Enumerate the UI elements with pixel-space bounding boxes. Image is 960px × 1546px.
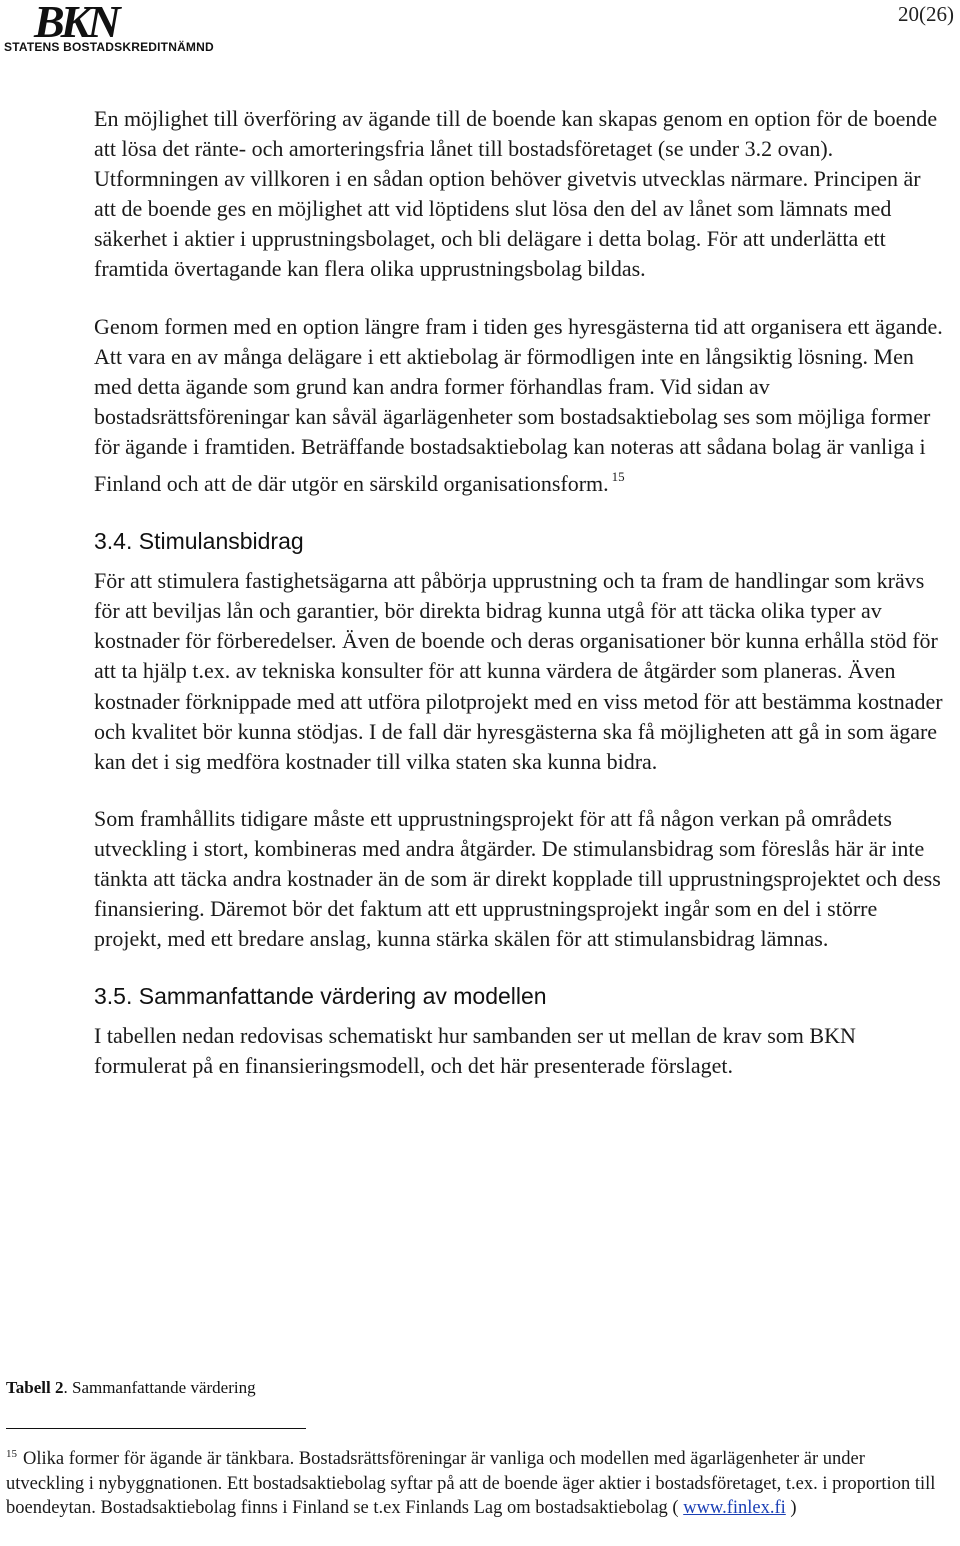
table-caption-text: . Sammanfattande värdering xyxy=(63,1378,256,1397)
table-caption xyxy=(6,1378,256,1398)
section-heading-summary: 3.5. Sammanfattande värdering av modellen xyxy=(94,983,547,1010)
page-number: 20(26) xyxy=(898,2,954,26)
paragraph-text: Genom formen med en option längre fram i tiden ges hyresgästerna tid att organisera ett ägande. Att vara en av många delägare i ett aktiebolag är förmodligen inte en långsiktig lösning. Men med detta ägande som grund kan andra former förhandlas fram. Vid sidan av bostadsrättsföreningar kan såväl ägarlägenheter som bostadsaktiebolag ses som möjliga former för ägande i framtiden. Beträffande bostadsaktiebolag kan noteras att sådana bolag är vanliga i Finland och att de där utgör en särskild organisationsform. xyxy=(94,313,943,497)
footnote-close: ) xyxy=(785,1498,797,1518)
logo xyxy=(4,0,214,56)
paragraph-ownership-option: En möjlighet till överföring av ägande till de boende kan skapas genom en option för de boende att lösa det ränte- och amorteringsfria lånet till bostadsföretaget (se under 3.2 ovan). Utformningen av villkoren i en sådan option behöver givetvis utvecklas närmare. Principen är att de boende ges en möjlighet att vid löptidens slut lösa den del av lånet som lämnats med säkerhet i aktier i upprustningsbolaget, och bli delägare i detta bolag. För att underlätta ett framtida övertagande kan flera olika upprustningsbolag bildas. xyxy=(94,106,938,282)
footnote-text: Olika former för ägande är tänkbara. Bostadsrättsföreningar är vanliga och modellen med ägarlägenheter är under utveckling i nybyggnationen. Ett bostadsaktiebolag syftar på att de boende äger aktier i bostadsföretaget, t.ex. i proportion till boendeytan. Bostadsaktiebolag finns i Finland se t.ex Finlands Lag om bostadsaktiebolag ( xyxy=(6,1449,936,1518)
footnote xyxy=(6,1442,946,1521)
footnote-divider xyxy=(6,1428,306,1429)
paragraph-other-measures: Som framhållits tidigare måste ett upprustningsprojekt för att få någon verkan på områdets utveckling i stort, kombineras med andra åtgärder. De stimulansbidrag som föreslås här är inte tänkta att täcka andra kostnader än de som är direkt kopplade till upprustningsprojektet och dess finansiering. Däremot bör det faktum att ett upprustningsprojekt ingår som en del i större projekt, med ett bredare anslag, kunna stärka skälen för att stimulansbidrag lämnas. xyxy=(94,805,941,952)
paragraph-option-organisation xyxy=(94,312,946,500)
section-heading-stimulansbidrag: 3.4. Stimulansbidrag xyxy=(94,528,304,555)
logo-text: STATENS BOSTADSKREDITNÄMND xyxy=(4,40,214,54)
logo-mark: BKN xyxy=(34,0,117,47)
footnote-link[interactable]: www.finlex.fi xyxy=(683,1498,786,1518)
document-body xyxy=(94,104,946,1081)
footnote-number: 15 xyxy=(6,1448,17,1460)
paragraph-stimulus-grants: För att stimulera fastighetsägarna att påbörja upprustning och ta fram de handlingar som krävs för att beviljas lån och garantier, bör direkta bidrag kunna utgå för att täcka olika typer av kostnader för förberedelser. Även de boende och deras organisationer bör kunna erhålla stöd för att ta hjälp t.ex. av tekniska konsulter för att kunna värdera de åtgärder som planeras. Även kostnader förknippade med att utföra pilotprojekt med en viss metod för att bestämma kostnader och kvalitet bör kunna stödjas. I de fall där hyresgästerna ska få möjligheten att gå in som ägare kan det i sig medföra kostnader till vilka staten ska kunna bidra. xyxy=(94,568,943,774)
paragraph-table-intro: I tabellen nedan redovisas schematiskt hur sambanden ser ut mellan de krav som BKN formulerat på en finansieringsmodell, och det här presenterade förslaget. xyxy=(94,1023,856,1079)
footnote-reference[interactable]: 15 xyxy=(611,469,625,485)
table-caption-label: Tabell 2 xyxy=(6,1378,64,1397)
